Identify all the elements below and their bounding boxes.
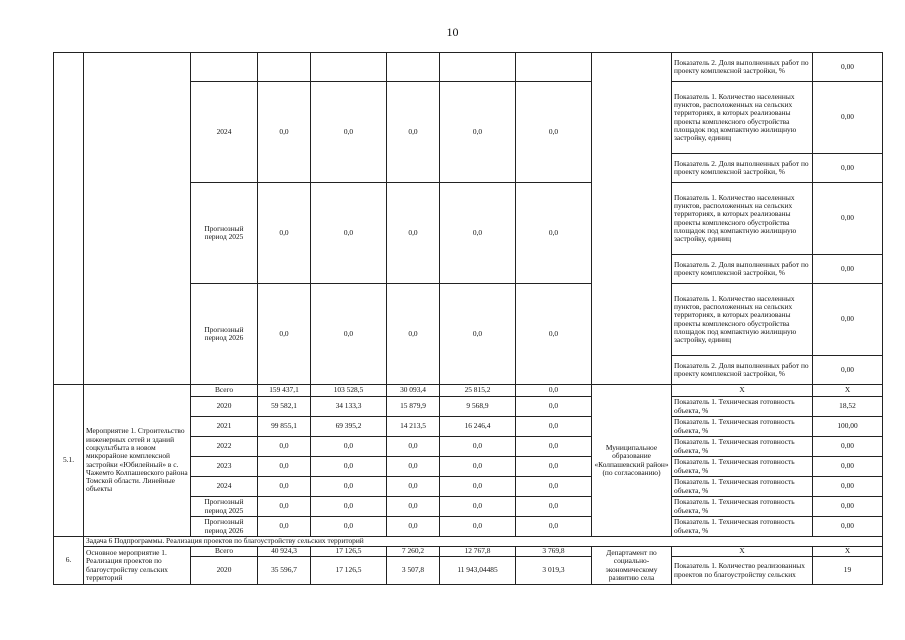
page-number: 10 <box>446 25 459 39</box>
indicator-text: Показатель 1. Количество населенных пунктов, расположенных на сельских территориях, в которых реализованы проекты комплексного обустройства площадок под компактную жилищную застройку, единиц <box>672 284 813 356</box>
amount-cell: 59 582,1 <box>258 397 311 417</box>
indicator-text: Показатель 1. Техническая готовность объекта, % <box>672 437 813 457</box>
period-label: Всего <box>191 547 258 557</box>
amount-cell: 0,0 <box>516 477 592 497</box>
amount-cell: 17 126,5 <box>311 547 387 557</box>
amount-cell: 0,0 <box>440 82 516 183</box>
amount-cell: 12 767,8 <box>440 547 516 557</box>
amount-cell: 0,0 <box>516 397 592 417</box>
indicator-text: Показатель 1. Техническая готовность объекта, % <box>672 457 813 477</box>
cell-name-empty <box>84 53 191 385</box>
indicator-value: 0,00 <box>813 154 883 183</box>
amount-cell: 0,0 <box>516 437 592 457</box>
indicator-value: 100,00 <box>813 417 883 437</box>
amount-cell: 0,0 <box>311 477 387 497</box>
event-name: Мероприятие 1. Строительство инженерных сетей и зданий соцкультбыта в новом микрорайоне комплексной застройки «Юбилейный» в с. Чажемто Колпашевского района Томской области. Линейные объекты <box>84 385 191 537</box>
indicator-value: 18,52 <box>813 397 883 417</box>
indicator-text: X <box>672 547 813 557</box>
indicator-text: Показатель 2. Доля выполненных работ по проекту комплексной застройки, % <box>672 356 813 385</box>
amount-cell: 3 769,8 <box>516 547 592 557</box>
amount-cell: 34 133,3 <box>311 397 387 417</box>
amount-cell: 0,0 <box>516 385 592 397</box>
amount-cell: 0,0 <box>516 517 592 537</box>
indicator-text: Показатель 2. Доля выполненных работ по проекту комплексной застройки, % <box>672 53 813 82</box>
row-number: 5.1. <box>54 385 84 537</box>
amount-cell: 35 596,7 <box>258 557 311 585</box>
period-label: Прогнозный период 2025 <box>191 183 258 284</box>
period-label: Всего <box>191 385 258 397</box>
amount-cell: 0,0 <box>258 82 311 183</box>
indicator-value: 0,00 <box>813 517 883 537</box>
indicator-value: 0,00 <box>813 457 883 477</box>
period-label: 2024 <box>191 477 258 497</box>
cell-period-empty <box>191 53 258 82</box>
indicator-text: Показатель 2. Доля выполненных работ по проекту комплексной застройки, % <box>672 154 813 183</box>
indicator-text: Показатель 1. Количество населенных пунктов, расположенных на сельских территориях, в которых реализованы проекты комплексного обустройства площадок под компактную жилищную застройку, единиц <box>672 183 813 255</box>
amount-cell: 0,0 <box>387 517 440 537</box>
amount-cell: 0,0 <box>516 457 592 477</box>
row-number: 6. <box>54 537 84 585</box>
amount-cell: 0,0 <box>440 517 516 537</box>
amount-cell: 0,0 <box>440 284 516 385</box>
amount-cell: 0,0 <box>311 183 387 284</box>
indicator-value: 0,00 <box>813 477 883 497</box>
amount-cell: 0,0 <box>516 284 592 385</box>
amount-cell: 0,0 <box>516 417 592 437</box>
indicator-text: Показатель 1. Техническая готовность объекта, % <box>672 517 813 537</box>
indicator-value: 0,00 <box>813 53 883 82</box>
program-table <box>53 52 883 585</box>
amount-cell: 0,0 <box>440 457 516 477</box>
indicator-text: Показатель 1. Количество реализованных проектов по благоустройству сельских <box>672 557 813 585</box>
amount-cell: 0,0 <box>387 437 440 457</box>
amount-cell: 0,0 <box>258 477 311 497</box>
amount-cell: 0,0 <box>387 457 440 477</box>
amount-cell: 0,0 <box>258 517 311 537</box>
period-label: Прогнозный период 2026 <box>191 284 258 385</box>
indicator-text: X <box>672 385 813 397</box>
period-label: Прогнозный период 2025 <box>191 497 258 517</box>
amount-cell: 0,0 <box>387 284 440 385</box>
amount-cell: 0,0 <box>258 497 311 517</box>
amount-cell: 30 093,4 <box>387 385 440 397</box>
amount-cell: 17 126,5 <box>311 557 387 585</box>
period-label: 2020 <box>191 397 258 417</box>
indicator-value: 0,00 <box>813 183 883 255</box>
amount-cell: 0,0 <box>440 183 516 284</box>
amount-cell: 14 213,5 <box>387 417 440 437</box>
amount-cell: 69 395,2 <box>311 417 387 437</box>
amount-cell: 0,0 <box>258 183 311 284</box>
executor: Департамент по социально-экономическому развитию села <box>592 547 672 585</box>
indicator-value: 0,00 <box>813 356 883 385</box>
period-label: Прогнозный период 2026 <box>191 517 258 537</box>
amount-cell: 103 528,5 <box>311 385 387 397</box>
indicator-value: X <box>813 547 883 557</box>
indicator-text: Показатель 1. Количество населенных пунктов, расположенных на сельских территориях, в которых реализованы проекты комплексного обустройства площадок под компактную жилищную застройку, единиц <box>672 82 813 154</box>
indicator-value: 0,00 <box>813 497 883 517</box>
amount-cell: 0,0 <box>387 477 440 497</box>
amount-cell: 11 943,04485 <box>440 557 516 585</box>
amount-cell: 0,0 <box>311 284 387 385</box>
indicator-text: Показатель 1. Техническая готовность объекта, % <box>672 477 813 497</box>
period-label: 2021 <box>191 417 258 437</box>
amount-cell: 0,0 <box>258 437 311 457</box>
indicator-text: Показатель 1. Техническая готовность объекта, % <box>672 397 813 417</box>
indicator-value: 0,00 <box>813 437 883 457</box>
amount-cell: 0,0 <box>516 82 592 183</box>
amount-cell: 7 260,2 <box>387 547 440 557</box>
amount-cell: 0,0 <box>311 497 387 517</box>
period-label: 2022 <box>191 437 258 457</box>
amount-cell: 9 568,9 <box>440 397 516 417</box>
indicator-text: Показатель 2. Доля выполненных работ по проекту комплексной застройки, % <box>672 255 813 284</box>
amount-cell: 25 815,2 <box>440 385 516 397</box>
amount-cell: 0,0 <box>387 497 440 517</box>
amount-cell: 0,0 <box>516 497 592 517</box>
indicator-value: X <box>813 385 883 397</box>
amount-cell: 159 437,1 <box>258 385 311 397</box>
event-name: Основное мероприятие 1. Реализация проектов по благоустройству сельских территорий <box>84 547 191 585</box>
amount-cell: 0,0 <box>516 183 592 284</box>
amount-cell: 0,0 <box>440 437 516 457</box>
cell-executor-empty <box>592 53 672 385</box>
amount-cell: 0,0 <box>311 437 387 457</box>
amount-cell: 0,0 <box>311 457 387 477</box>
indicator-value: 0,00 <box>813 82 883 154</box>
amount-cell: 15 879,9 <box>387 397 440 417</box>
cell-num-empty <box>54 53 84 385</box>
executor: Муниципальное образование «Колпашевский район» (по согласованию) <box>592 385 672 537</box>
amount-cell: 16 246,4 <box>440 417 516 437</box>
task-title: Задача 6 Подпрограммы. Реализация проектов по благоустройству сельских территорий <box>84 537 883 547</box>
amount-cell: 3 507,8 <box>387 557 440 585</box>
indicator-value: 19 <box>813 557 883 585</box>
indicator-value: 0,00 <box>813 284 883 356</box>
amount-cell: 0,0 <box>387 82 440 183</box>
period-label: 2020 <box>191 557 258 585</box>
amount-cell: 99 855,1 <box>258 417 311 437</box>
indicator-text: Показатель 1. Техническая готовность объекта, % <box>672 497 813 517</box>
amount-cell: 0,0 <box>440 497 516 517</box>
amount-cell: 40 924,3 <box>258 547 311 557</box>
amount-cell: 0,0 <box>258 284 311 385</box>
period-label: 2024 <box>191 82 258 183</box>
amount-cell: 3 019,3 <box>516 557 592 585</box>
indicator-value: 0,00 <box>813 255 883 284</box>
amount-cell: 0,0 <box>258 457 311 477</box>
indicator-text: Показатель 1. Техническая готовность объекта, % <box>672 417 813 437</box>
period-label: 2023 <box>191 457 258 477</box>
amount-cell: 0,0 <box>311 517 387 537</box>
amount-cell: 0,0 <box>387 183 440 284</box>
amount-cell: 0,0 <box>311 82 387 183</box>
amount-cell: 0,0 <box>440 477 516 497</box>
